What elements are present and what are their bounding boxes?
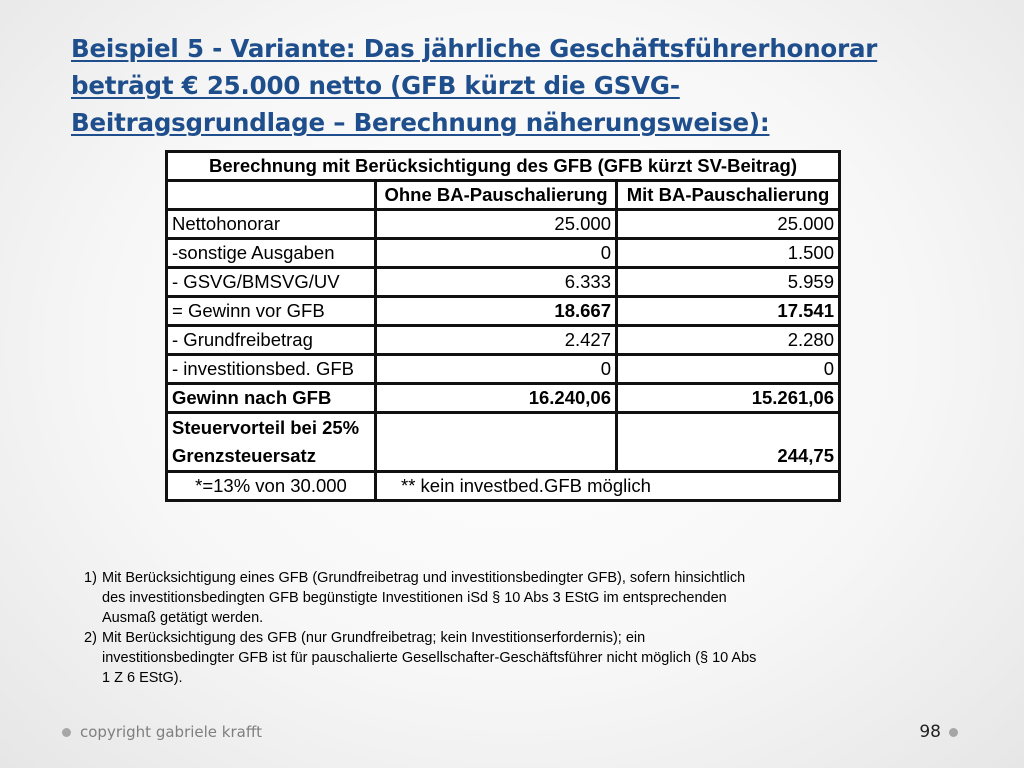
table-caption-row bbox=[167, 152, 840, 181]
footnote-line: Mit Berücksichtigung eines GFB (Grundfreibetrag und investitionsbedingter GFB), sofern hinsichtlich bbox=[102, 570, 746, 586]
row-label: Gewinn nach GFB bbox=[167, 384, 376, 413]
footnote-1 bbox=[84, 568, 904, 628]
value-ohne: 18.667 bbox=[376, 297, 617, 326]
row-label: - Grundfreibetrag bbox=[167, 326, 376, 355]
steuervorteil-label-line-2: Grenzsteuersatz bbox=[172, 445, 316, 466]
footer-note-left: *=13% von 30.000 bbox=[167, 472, 376, 501]
value-ohne: 0 bbox=[376, 355, 617, 384]
value-mit: 2.280 bbox=[617, 326, 840, 355]
steuervorteil-label bbox=[167, 413, 376, 472]
footnote-line: 1 Z 6 EStG). bbox=[102, 670, 183, 686]
table-row bbox=[167, 268, 840, 297]
table-row bbox=[167, 210, 840, 239]
value-mit: 17.541 bbox=[617, 297, 840, 326]
bullet-dot-icon bbox=[62, 728, 71, 737]
title-line-1: Beispiel 5 - Variante: Das jährliche Geschäftsführerhonorar bbox=[71, 34, 878, 63]
table-header-row bbox=[167, 181, 840, 210]
steuervorteil-label-line-1: Steuervorteil bei 25% bbox=[172, 417, 360, 438]
steuervorteil-row bbox=[167, 413, 840, 472]
calculation-table bbox=[165, 150, 841, 502]
header-mit-ba-pauschalierung: Mit BA-Pauschalierung bbox=[617, 181, 840, 210]
value-ohne: 25.000 bbox=[376, 210, 617, 239]
table-row bbox=[167, 355, 840, 384]
value-mit: 5.959 bbox=[617, 268, 840, 297]
value-ohne: 6.333 bbox=[376, 268, 617, 297]
row-label: = Gewinn vor GFB bbox=[167, 297, 376, 326]
footnote-line: Ausmaß getätigt werden. bbox=[102, 610, 264, 626]
table-row bbox=[167, 384, 840, 413]
footnote-2 bbox=[84, 628, 904, 688]
header-empty-cell bbox=[167, 181, 376, 210]
slide-title bbox=[71, 30, 931, 141]
footnote-line: investitionsbedingter GFB ist für pauschalierte Gesellschafter-Geschäftsführer nicht möglich (§ 10 Abs bbox=[102, 650, 757, 666]
value-ohne: 0 bbox=[376, 239, 617, 268]
value-mit: 25.000 bbox=[617, 210, 840, 239]
value-mit: 1.500 bbox=[617, 239, 840, 268]
copyright-text: copyright gabriele krafft bbox=[80, 723, 263, 741]
table-row bbox=[167, 239, 840, 268]
footnotes bbox=[84, 568, 904, 688]
footer-copyright bbox=[62, 723, 262, 741]
row-label: - investitionsbed. GFB bbox=[167, 355, 376, 384]
footnote-line: des investitionsbedingten GFB begünstigte Investitionen iSd § 10 Abs 3 EStG im entsprechenden bbox=[102, 590, 727, 606]
table-caption: Berechnung mit Berücksichtigung des GFB (GFB kürzt SV-Beitrag) bbox=[167, 152, 840, 181]
table-row bbox=[167, 297, 840, 326]
value-ohne: 16.240,06 bbox=[376, 384, 617, 413]
steuervorteil-ohne bbox=[376, 413, 617, 472]
footer-note-right: ** kein investbed.GFB möglich bbox=[376, 472, 840, 501]
row-label: -sonstige Ausgaben bbox=[167, 239, 376, 268]
table-row bbox=[167, 326, 840, 355]
row-label: Nettohonorar bbox=[167, 210, 376, 239]
steuervorteil-mit: 244,75 bbox=[617, 413, 840, 472]
footer-page bbox=[919, 722, 958, 742]
value-mit: 15.261,06 bbox=[617, 384, 840, 413]
row-label: - GSVG/BMSVG/UV bbox=[167, 268, 376, 297]
bullet-dot-icon bbox=[949, 728, 958, 737]
value-mit: 0 bbox=[617, 355, 840, 384]
title-line-2: beträgt € 25.000 netto (GFB kürzt die GSVG- bbox=[71, 71, 680, 100]
page-number: 98 bbox=[919, 722, 941, 742]
table-footer-row bbox=[167, 472, 840, 501]
title-line-3: Beitragsgrundlage – Berechnung näherungsweise): bbox=[71, 108, 770, 137]
header-ohne-ba-pauschalierung: Ohne BA-Pauschalierung bbox=[376, 181, 617, 210]
value-ohne: 2.427 bbox=[376, 326, 617, 355]
footnote-line: Mit Berücksichtigung des GFB (nur Grundfreibetrag; kein Investitionserfordernis); ein bbox=[102, 630, 646, 646]
footnote-number: 1) bbox=[84, 570, 97, 586]
footnote-number: 2) bbox=[84, 630, 97, 646]
